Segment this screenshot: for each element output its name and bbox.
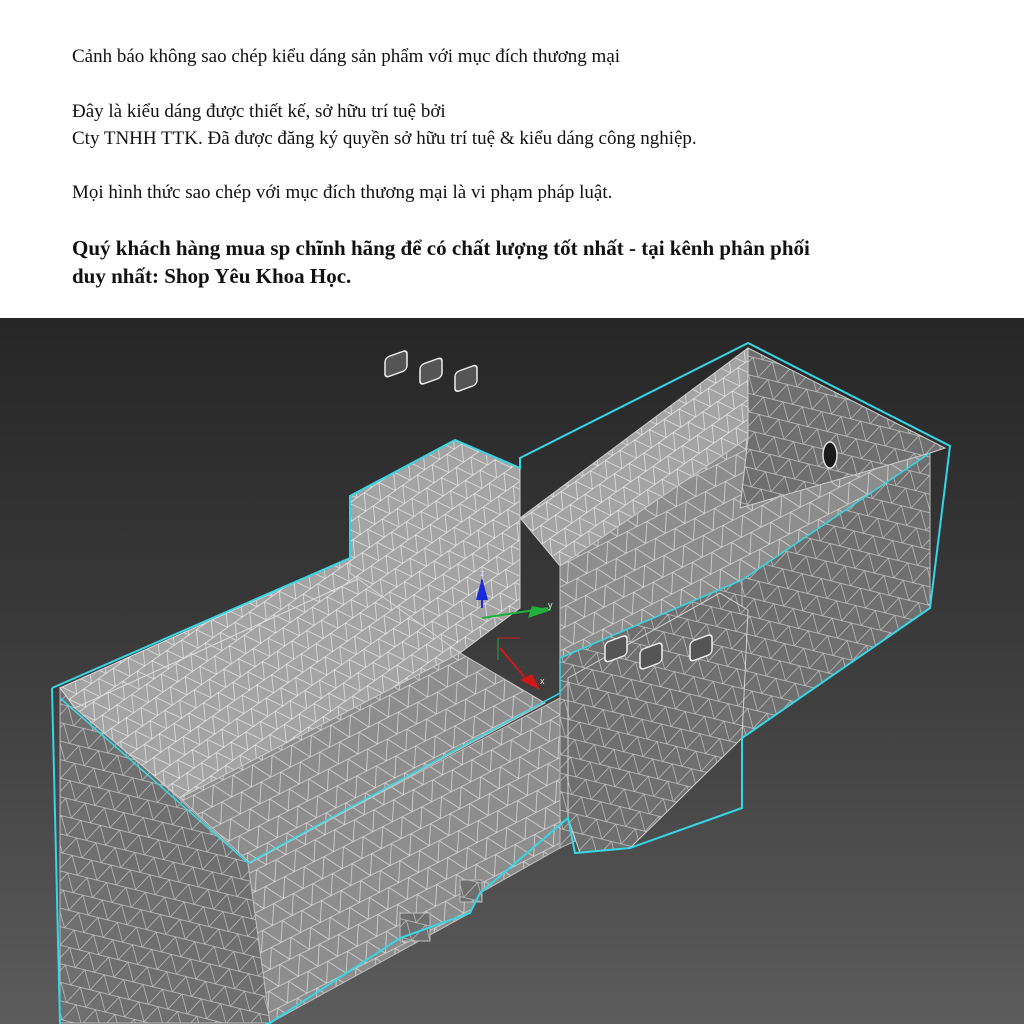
viewport-canvas[interactable]: [0, 318, 1024, 1024]
mounting-hole: [823, 442, 837, 468]
notice-design-line: Đây là kiểu dáng được thiết kế, sở hữu trí tuệ bởi: [72, 101, 446, 122]
selection-outline-left: [52, 688, 60, 1024]
notice-company-line: Cty TNHH TTK. Đã được đăng ký quyền sở hữu trí tuệ & kiểu dáng công nghiệp.: [72, 128, 697, 149]
notice-warning-line: Cảnh báo không sao chép kiểu dáng sản phẩm với mục đích thương mại: [72, 46, 621, 67]
3d-viewport[interactable]: [0, 318, 1024, 1024]
svg-text:x: x: [540, 676, 545, 686]
bottom-tab-2: [460, 880, 482, 902]
svg-text:y: y: [548, 600, 553, 610]
notice-buy-genuine-line: Quý khách hàng mua sp chĩnh hãng để có chất lượng tốt nhất - tại kênh phân phối: [72, 236, 810, 260]
notice-legal-line: Mọi hình thức sao chép với mục đích thương mại là vi phạm pháp luật.: [72, 182, 613, 203]
model-mesh[interactable]: [52, 343, 950, 1024]
copyright-notice: [0, 0, 1024, 318]
notice-shop-line: duy nhất: Shop Yêu Khoa Học.: [72, 264, 352, 288]
svg-text:z: z: [480, 568, 485, 578]
